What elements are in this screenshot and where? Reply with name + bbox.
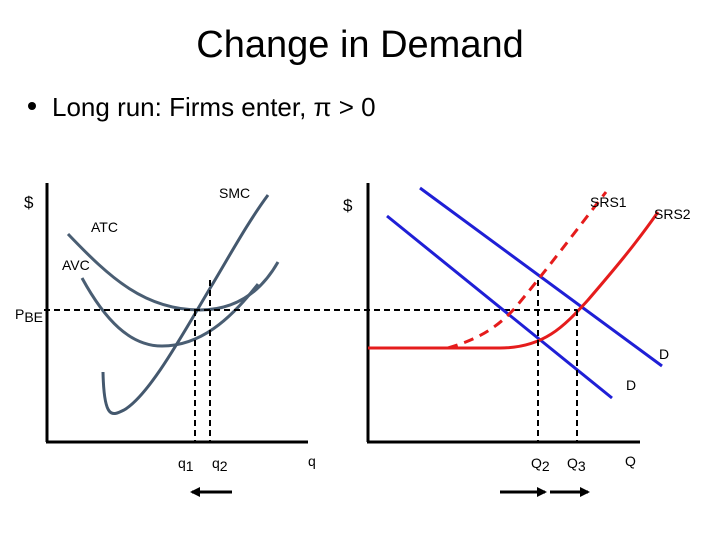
srs1-curve [448,192,606,348]
q1-sub: 1 [185,458,194,474]
Q2-main: Q [531,455,542,471]
slide-title: Change in Demand [196,24,524,66]
q2-sub: 2 [219,458,228,474]
Q2-label [531,455,550,474]
avc-curve [82,278,258,346]
Q3-main: Q [567,455,578,471]
demand-curve-1 [387,216,612,398]
atc-curve [68,234,278,310]
pbe-main: P [15,306,25,322]
q1-label [178,455,194,474]
firm-axes [46,183,308,442]
pbe-label [15,306,43,325]
q2-main: q [212,455,220,471]
market-y-axis-label: $ [343,196,353,215]
srs1-label: SRS1 [590,194,627,210]
market-x-axis-label: Q [625,453,636,469]
bullet-text: Long run: Firms enter, π > 0 [52,92,376,122]
firm-x-axis-label: q [308,453,316,469]
demand-label-1: D [659,346,670,362]
pbe-sub: BE [24,309,44,325]
demand-label-2: D [626,377,637,393]
market-axes [367,183,640,442]
Q3-sub: 3 [577,458,586,474]
firm-y-axis-label: $ [24,193,34,212]
smc-label: SMC [219,185,251,201]
srs2-label: SRS2 [654,206,691,222]
q1-main: q [178,455,186,471]
Q2-sub: 2 [541,458,550,474]
atc-label: ATC [91,219,118,235]
smc-curve [103,195,268,414]
Q3-label [567,455,586,474]
q2-label [212,455,228,474]
avc-label: AVC [62,257,90,273]
srs2-curve [368,212,658,348]
